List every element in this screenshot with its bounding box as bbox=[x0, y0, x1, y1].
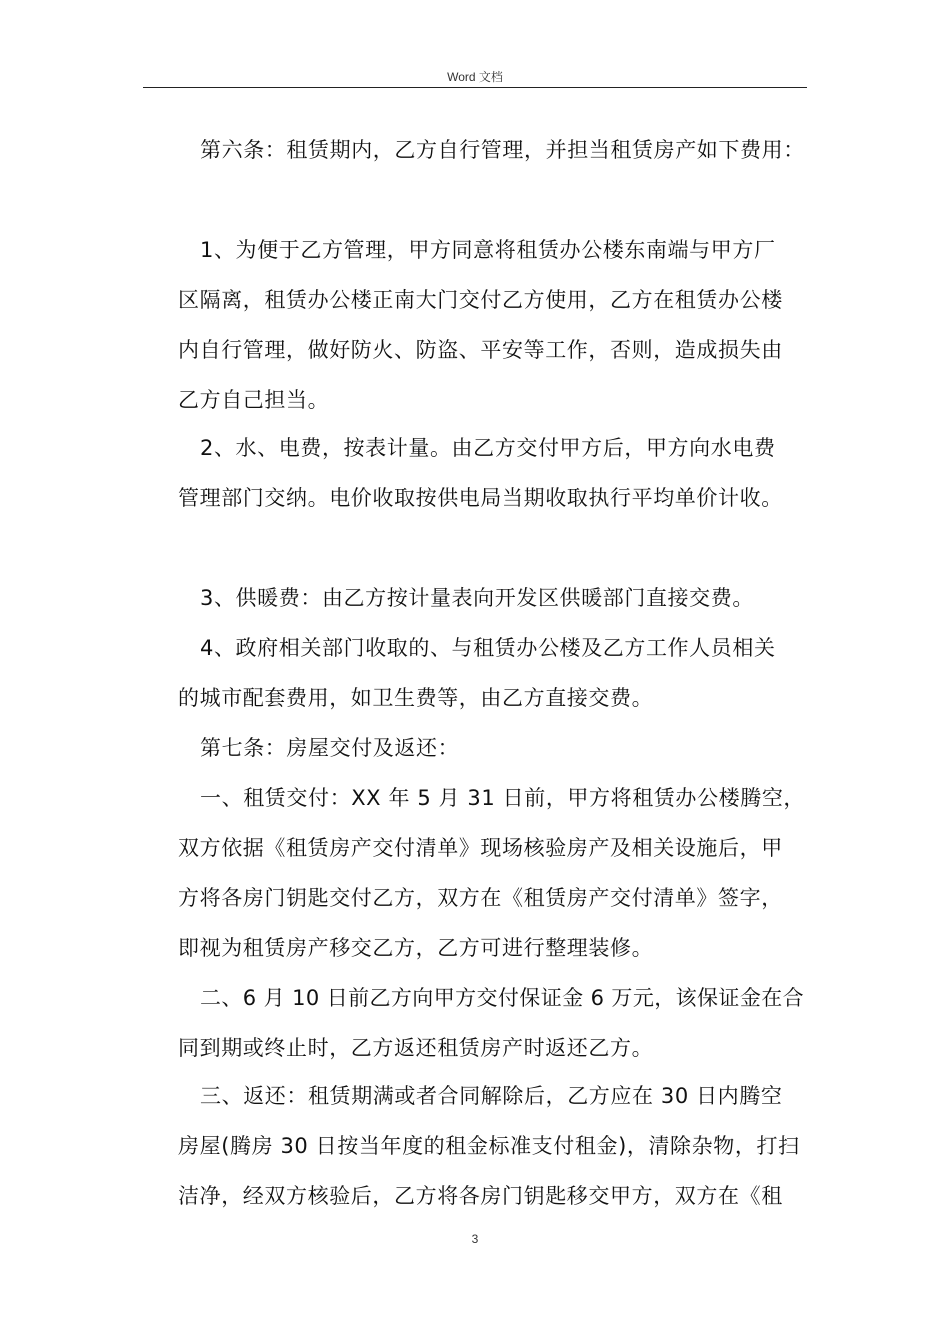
paragraph-line: 内自行管理，做好防火、防盗、平安等工作，否则，造成损失由 bbox=[178, 338, 783, 362]
paragraph-line: 二、6 月 10 日前乙方向甲方交付保证金 6 万元，该保证金在合 bbox=[200, 986, 805, 1010]
paragraph-line: 3、供暖费：由乙方按计量表向开发区供暖部门直接交费。 bbox=[200, 586, 754, 610]
paragraph-line: 的城市配套费用，如卫生费等，由乙方直接交费。 bbox=[178, 686, 654, 710]
paragraph-line: 一、租赁交付：XX 年 5 月 31 日前，甲方将租赁办公楼腾空， bbox=[200, 786, 806, 810]
paragraph-line: 乙方自己担当。 bbox=[178, 388, 330, 412]
paragraph-line: 区隔离，租赁办公楼正南大门交付乙方使用，乙方在租赁办公楼 bbox=[178, 288, 783, 312]
page-number: 3 bbox=[471, 1232, 479, 1246]
paragraph-line: 第六条：租赁期内，乙方自行管理，并担当租赁房产如下费用： bbox=[200, 138, 805, 162]
header-divider bbox=[143, 87, 807, 88]
document-header-title: Word 文档 bbox=[447, 70, 503, 84]
paragraph-line: 方将各房门钥匙交付乙方，双方在《租赁房产交付清单》签字， bbox=[178, 886, 783, 910]
paragraph-line: 三、返还：租赁期满或者合同解除后，乙方应在 30 日内腾空 bbox=[200, 1084, 783, 1108]
paragraph-line: 同到期或终止时，乙方返还租赁房产时返还乙方。 bbox=[178, 1036, 654, 1060]
paragraph-line: 管理部门交纳。电价收取按供电局当期收取执行平均单价计收。 bbox=[178, 486, 783, 510]
paragraph-line: 2、水、电费，按表计量。由乙方交付甲方后，甲方向水电费 bbox=[200, 436, 776, 460]
paragraph-line: 4、政府相关部门收取的、与租赁办公楼及乙方工作人员相关 bbox=[200, 636, 776, 660]
paragraph-line: 第七条：房屋交付及返还： bbox=[200, 736, 460, 760]
paragraph-line: 房屋(腾房 30 日按当年度的租金标准支付租金)，清除杂物，打扫 bbox=[178, 1134, 800, 1158]
paragraph-line: 1、为便于乙方管理，甲方同意将租赁办公楼东南端与甲方厂 bbox=[200, 238, 776, 262]
paragraph-line: 即视为租赁房产移交乙方，乙方可进行整理装修。 bbox=[178, 936, 654, 960]
paragraph-line: 洁净，经双方核验后，乙方将各房门钥匙移交甲方，双方在《租 bbox=[178, 1184, 783, 1208]
paragraph-line: 双方依据《租赁房产交付清单》现场核验房产及相关设施后，甲 bbox=[178, 836, 783, 860]
